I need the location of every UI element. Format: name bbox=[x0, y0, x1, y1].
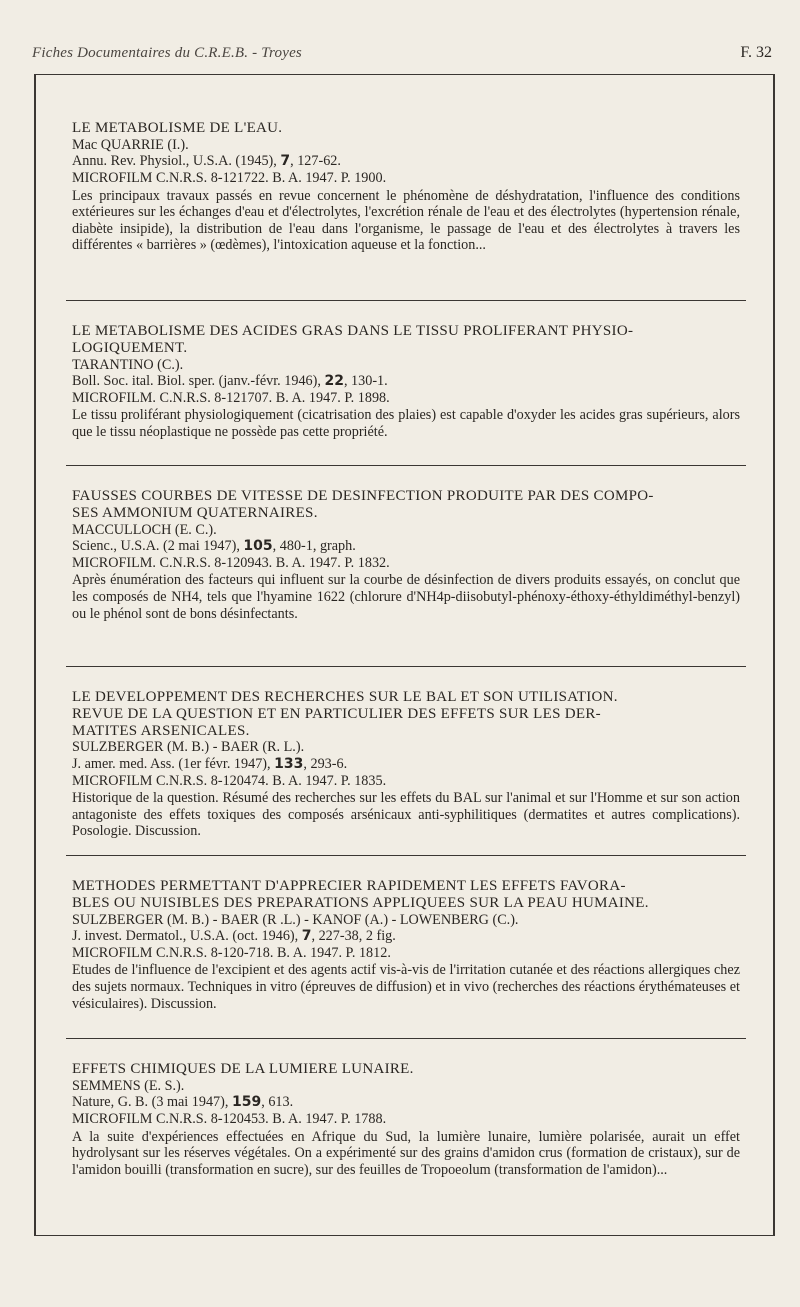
entry-title: MATITES ARSENICALES. bbox=[72, 722, 250, 739]
entry-microfilm: MICROFILM. C.N.R.S. 8-120943. B. A. 1947. P. 1832. bbox=[72, 554, 390, 571]
entry-abstract: Historique de la question. Résumé des recherches sur les effets du BAL sur l'animal et sur l'Homme et sur son action antagoniste des effets toxiques des composés arsénicaux anti-syphilitiques (dermatites et autres complications). Posologie. Discussion. bbox=[72, 790, 740, 840]
entry-abstract: Les principaux travaux passés en revue concernent le phénomène de déshydratation, l'influence des conditions extérieures sur les échanges d'eau et d'électrolytes, l'excrétion rénale de l'eau et des électrolytes (hypertension rénale, diabète insipide), la distribution de l'eau dans l'organisme, le passage de l'eau et des électrolytes à travers les différentes « barrières » (œdèmes), l'intoxication aqueuse et la fonction... bbox=[72, 187, 740, 254]
citation-pages: , 227-38, 2 fig. bbox=[311, 928, 396, 945]
entry-abstract: Etudes de l'influence de l'excipient et des agents actif vis-à-vis de l'irritation cutanée et des réactions allergiques chez des sujets normaux. Techniques in vitro (épreuves de diffusion) et in vivo (recherches des réactions érythémateuses et vésiculaires). Discussion. bbox=[72, 962, 740, 1012]
citation-volume: 159 bbox=[231, 1094, 262, 1111]
bibliographic-entry bbox=[72, 488, 740, 666]
entry-title: LE DEVELOPPEMENT DES RECHERCHES SUR LE BAL ET SON UTILISATION. bbox=[72, 689, 618, 705]
citation-journal: Annu. Rev. Physiol., U.S.A. (1945), bbox=[72, 153, 277, 170]
citation-pages: , 613. bbox=[261, 1094, 294, 1111]
entry-title: EFFETS CHIMIQUES DE LA LUMIERE LUNAIRE. bbox=[72, 1061, 414, 1077]
entry-author: Mac QUARRIE (I.). bbox=[72, 136, 189, 153]
entry-title: SES AMMONIUM QUATERNAIRES. bbox=[72, 504, 318, 521]
entry-abstract: Le tissu proliférant physiologiquement (cicatrisation des plaies) est capable d'oxyder les acides gras supérieurs, alors que le tissu néoplastique ne possède pas cette propriété. bbox=[72, 407, 740, 440]
entry-title: LOGIQUEMENT. bbox=[72, 339, 188, 356]
entry-author: TARANTINO (C.). bbox=[72, 356, 184, 373]
entry-author: SEMMENS (E. S.). bbox=[72, 1077, 185, 1094]
entry-title: LE METABOLISME DE L'EAU. bbox=[72, 120, 283, 136]
bibliographic-entry bbox=[72, 323, 740, 465]
entry-citation bbox=[72, 153, 740, 170]
page-number: F. 32 bbox=[740, 44, 772, 61]
entry-author: SULZBERGER (M. B.) - BAER (R .L.) - KANOF (A.) - LOWENBERG (C.). bbox=[72, 911, 519, 928]
entry-microfilm: MICROFILM. C.N.R.S. 8-121707. B. A. 1947. P. 1898. bbox=[72, 389, 390, 406]
entry-citation bbox=[72, 756, 740, 773]
bibliographic-entry bbox=[72, 689, 740, 855]
citation-pages: , 293-6. bbox=[303, 755, 348, 772]
bibliographic-entry bbox=[72, 1061, 740, 1221]
entry-citation bbox=[72, 373, 740, 390]
entry-abstract: Après énumération des facteurs qui influent sur la courbe de désinfection de divers produits essayés, on conclut que les composés de NH4, tels que l'hyamine 1622 (chlorure d'NH4p-diisobutyl-phénoxy-éthoxy-éthyldiméthyl-benzyl) ou le phénol sont de bons désinfectants. bbox=[72, 572, 740, 622]
citation-pages: , 127-62. bbox=[290, 153, 341, 170]
citation-volume: 22 bbox=[324, 373, 344, 390]
entry-title: LE METABOLISME DES ACIDES GRAS DANS LE TISSU PROLIFERANT PHYSIO- bbox=[72, 323, 634, 339]
entry-title: METHODES PERMETTANT D'APPRECIER RAPIDEMENT LES EFFETS FAVORA- bbox=[72, 878, 626, 894]
entry-microfilm: MICROFILM C.N.R.S. 8-120-718. B. A. 1947. P. 1812. bbox=[72, 944, 391, 961]
citation-journal: Boll. Soc. ital. Biol. sper. (janv.-févr. 1946), bbox=[72, 373, 321, 390]
citation-volume: 105 bbox=[243, 538, 273, 555]
page-header bbox=[32, 44, 772, 62]
citation-journal: J. invest. Dermatol., U.S.A. (oct. 1946), bbox=[72, 928, 299, 945]
entry-abstract: A la suite d'expériences effectuées en Afrique du Sud, la lumière lunaire, lumière polarisée, aurait un effet hydrolysant sur les réserves végétales. On a expérimenté sur des grains d'amidon crus (formation de cristaux), sur de l'amidon bouilli (transformation en sucre), sur des feuilles de Tropoeolum (transformation de l'amidon)... bbox=[72, 1128, 740, 1178]
entry-microfilm: MICROFILM C.N.R.S. 8-120453. B. A. 1947. P. 1788. bbox=[72, 1110, 387, 1127]
citation-pages: , 130-1. bbox=[343, 373, 388, 390]
citation-journal: Nature, G. B. (3 mai 1947), bbox=[72, 1094, 229, 1111]
entry-microfilm: MICROFILM C.N.R.S. 8-121722. B. A. 1947. P. 1900. bbox=[72, 169, 387, 186]
entry-title: FAUSSES COURBES DE VITESSE DE DESINFECTION PRODUITE PAR DES COMPO- bbox=[72, 488, 654, 504]
citation-pages: , 480-1, graph. bbox=[272, 538, 356, 555]
bibliographic-entry bbox=[72, 120, 740, 300]
citation-volume: 7 bbox=[301, 928, 312, 945]
citation-journal: Scienc., U.S.A. (2 mai 1947), bbox=[72, 538, 240, 555]
entry-citation bbox=[72, 538, 740, 555]
citation-volume: 133 bbox=[274, 755, 304, 772]
entries-list bbox=[72, 120, 740, 1221]
entry-author: SULZBERGER (M. B.) - BAER (R. L.). bbox=[72, 739, 305, 756]
entry-title: BLES OU NUISIBLES DES PREPARATIONS APPLIQUEES SUR LA PEAU HUMAINE. bbox=[72, 894, 649, 911]
entry-author: MACCULLOCH (E. C.). bbox=[72, 521, 217, 538]
citation-volume: 7 bbox=[280, 153, 291, 170]
entry-citation bbox=[72, 928, 740, 945]
entry-microfilm: MICROFILM C.N.R.S. 8-120474. B. A. 1947. P. 1835. bbox=[72, 772, 387, 789]
running-title: Fiches Documentaires du C.R.E.B. - Troyes bbox=[32, 45, 302, 61]
citation-journal: J. amer. med. Ass. (1er févr. 1947), bbox=[72, 755, 271, 772]
entry-citation bbox=[72, 1094, 740, 1111]
bibliographic-entry bbox=[72, 878, 740, 1038]
entry-title: REVUE DE LA QUESTION ET EN PARTICULIER DES EFFETS SUR LES DER- bbox=[72, 705, 601, 722]
